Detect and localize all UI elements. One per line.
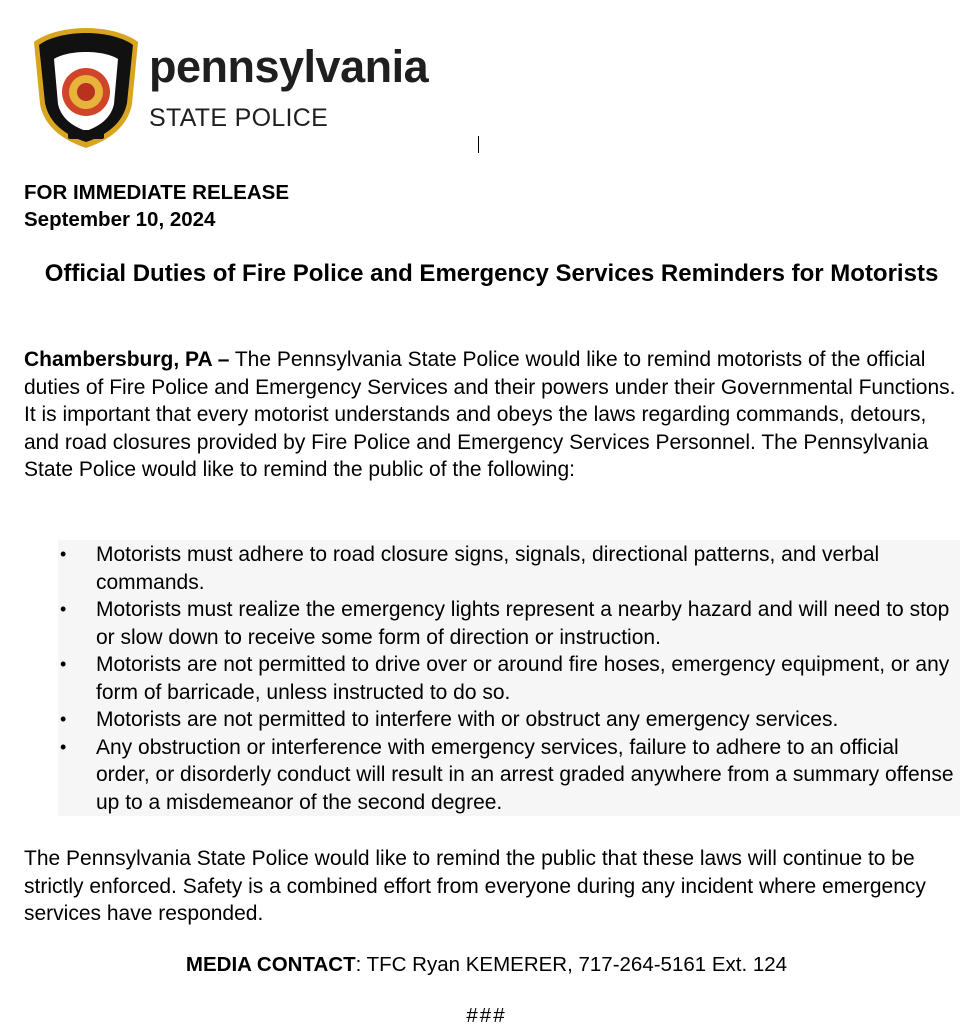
document-title: Official Duties of Fire Police and Emergency Services Reminders for Motorists <box>44 260 939 287</box>
media-contact <box>0 955 973 976</box>
list-item <box>60 596 956 651</box>
agency-subtitle: STATE POLICE <box>149 104 329 132</box>
list-item <box>60 734 956 817</box>
list-item-text: Motorists must adhere to road closure signs, signals, directional patterns, and verbal commands. <box>96 543 880 594</box>
list-item-text: Motorists are not permitted to drive over or around fire hoses, emergency equipment, or any form of barricade, unless instructed to do so. <box>96 653 950 704</box>
state-police-badge-icon <box>32 26 140 150</box>
release-label: FOR IMMEDIATE RELEASE <box>24 181 289 204</box>
bullet-icon: • <box>60 599 67 619</box>
media-contact-value: : TFC Ryan KEMERER, 717-264-5161 Ext. 124 <box>355 953 788 976</box>
list-item-text: Motorists are not permitted to interfere with or obstruct any emergency services. <box>96 708 839 731</box>
bullet-icon: • <box>60 736 67 757</box>
bullet-icon: • <box>60 544 67 564</box>
intro-paragraph <box>24 346 959 484</box>
agency-name: pennsylvania <box>149 41 429 92</box>
list-item <box>60 651 956 706</box>
list-item <box>60 541 956 596</box>
media-contact-label: MEDIA CONTACT <box>185 953 356 976</box>
text-cursor <box>478 136 479 153</box>
intro-text: The Pennsylvania State Police would like to remind motorists of the official duties of Fire Police and Emergency Services and their powers under their Governmental Functions. It is important that every motorist understands and obeys the laws regarding commands, detours, and road closures provided by Fire Police and Emergency Services Personnel. The Pennsylvania State Police would like to remind the public of the following: <box>24 348 956 481</box>
release-date: September 10, 2024 <box>24 208 216 231</box>
closing-paragraph: The Pennsylvania State Police would like to remind the public that these laws will continue to be strictly enforced. Safety is a combined effort from everyone during any incident where emergency services have responded. <box>24 847 926 925</box>
reminder-list <box>60 541 956 816</box>
list-item-text: Any obstruction or interference with emergency services, failure to adhere to an official order, or disorderly conduct will result in an arrest graded anywhere from a summary offense up to a misdemeanor of the second degree. <box>96 735 954 814</box>
bullet-icon: • <box>60 709 67 729</box>
bullet-icon: • <box>60 654 67 674</box>
end-mark: ### <box>466 1004 507 1027</box>
list-item <box>60 706 956 734</box>
list-item-text: Motorists must realize the emergency lights represent a nearby hazard and will need to stop or slow down to receive some form of direction or instruction. <box>96 598 950 649</box>
dateline: Chambersburg, PA – <box>24 348 230 371</box>
